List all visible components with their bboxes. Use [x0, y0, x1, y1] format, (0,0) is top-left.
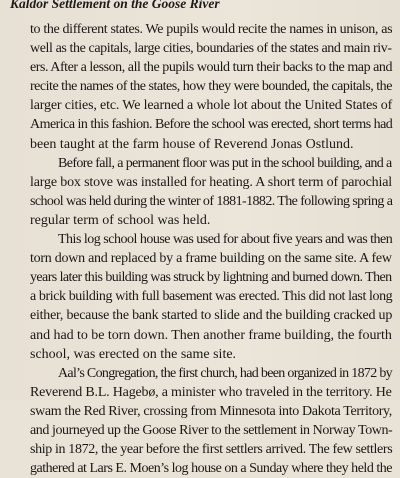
body-text — [30, 20, 392, 478]
text-line: school, was erected on the same site. — [30, 346, 237, 362]
running-header-title: Kaldor Settlement on the Goose River — [10, 0, 220, 11]
text-line: years later this building was struck by lightning and burned down. Then — [30, 270, 392, 286]
running-header — [10, 0, 390, 18]
text-line: large box stove was installed for heating. A short term of parochial — [30, 174, 392, 190]
text-line: and journeyed up the Goose River to the settlement in Norway Town- — [30, 422, 393, 438]
text-line: recite the names of the states, how they were bounded, the capitals, the — [30, 79, 392, 95]
text-line: to the different states. We pupils would recite the names in unison, as — [30, 22, 393, 37]
text-line: either, because the bank started to slide and the building cracked up — [30, 308, 393, 324]
text-line: school was held during the winter of 1881-1882. The following spring a — [30, 193, 393, 209]
text-line: been taught at the farm house of Reverend Jonas Ostlund. — [30, 136, 354, 152]
text-line: ship in 1872, the year before the first settlers arrived. The few settlers — [30, 442, 393, 458]
text-line: swam the Red River, crossing from Minnesota into Dakota Territory, — [30, 403, 392, 419]
text-line: a brick building with full basement was erected. This did not last long — [30, 289, 393, 305]
text-line: torn down and replaced by a frame building on the same site. A few — [30, 251, 392, 267]
text-line: regular term of school was held. — [30, 212, 211, 228]
text-line: Before fall, a permanent floor was put in the school building, and a — [58, 155, 392, 171]
text-line: gathered at Lars E. Moen’s log house on a Sunday where they held the — [30, 461, 393, 477]
text-line: well as the capitals, large cities, boundaries of the states and main riv- — [30, 41, 392, 57]
text-line: America in this fashion. Before the school was erected, short terms had — [30, 117, 393, 133]
text-line: and had to be torn down. Then another frame building, the fourth — [30, 327, 392, 343]
text-line: Aal’s Congregation, the first church, had been organized in 1872 by — [58, 365, 392, 381]
text-line: Reverend B.L. Hagebø, a minister who traveled in the territory. He — [30, 384, 392, 400]
text-line: This log school house was used for about five years and was then — [58, 232, 393, 248]
text-line: larger cities, etc. We learned a whole lot about the United States of — [30, 98, 393, 114]
text-line: ers. After a lesson, all the pupils would turn their backs to the map and — [30, 60, 393, 76]
